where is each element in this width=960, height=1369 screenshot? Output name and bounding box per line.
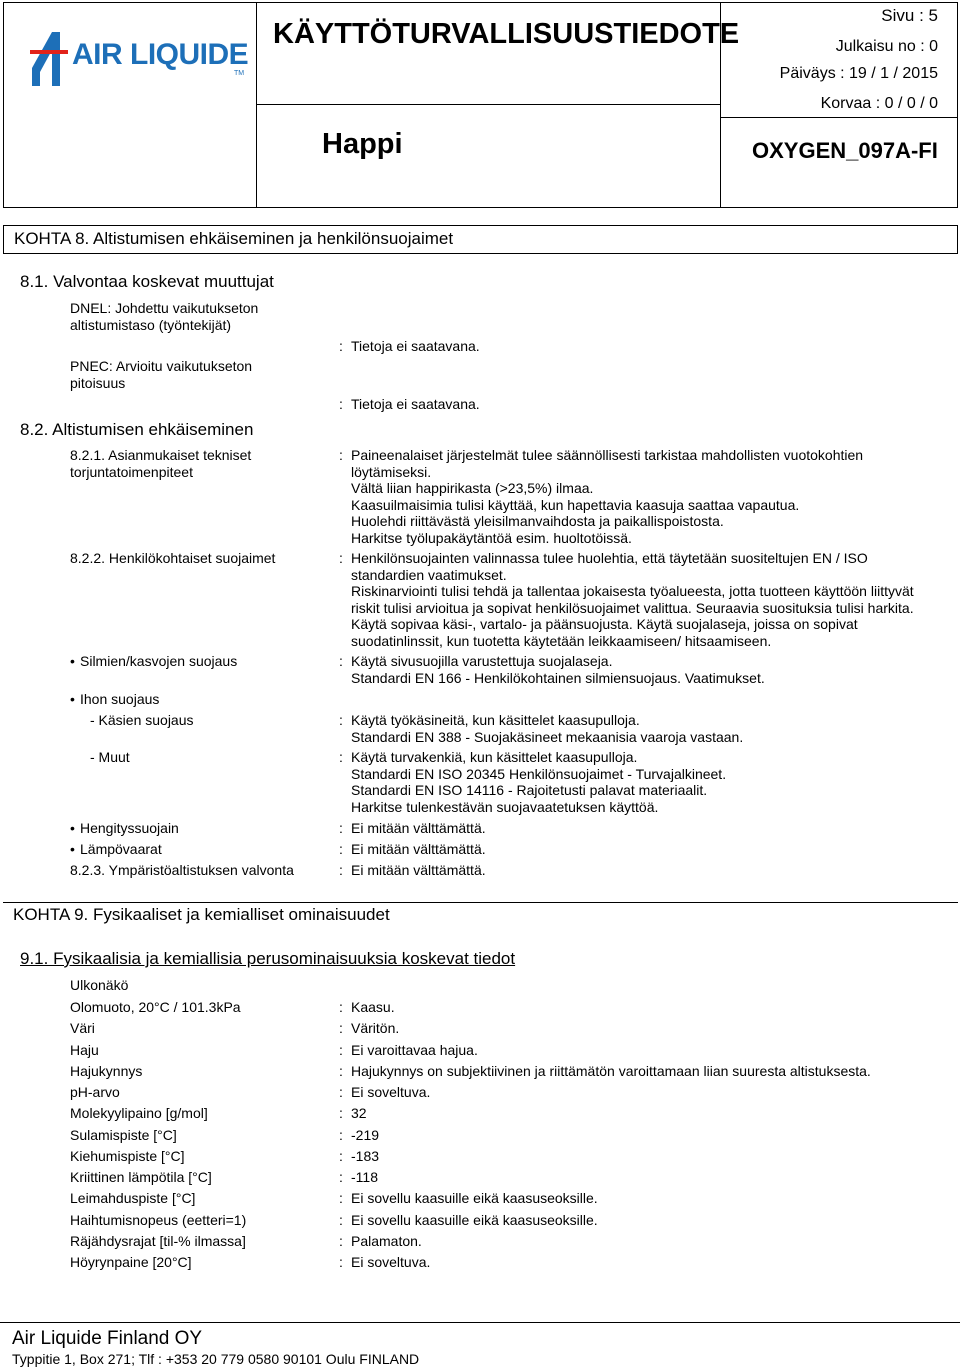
engineering-controls-value: : Paineenalaiset järjestelmät tulee säännöllisesti tarkistaa mahdollisten vuotokohtien löytämiseksi. Vältä liian happirikasta (>23,5%) ilmaa. Kaasuilmaisimia tulisi käyttää, kun hapettavia kaasuja saattaa vapautua. Huolehdi riittävästä yleisilmanvaihdosta ja paikallispoistosta. Harkitse työlupakäytäntöä esim. huoltotöissä. [339, 447, 864, 546]
environmental-controls-value: : Ei mitään välttämättä. [339, 862, 486, 878]
footer-address: Typpitie 1, Box 271; Tlf : +353 20 779 0580 90101 Oulu FINLAND [12, 1351, 420, 1367]
hand-protection-value: : Käytä työkäsineitä, kun käsittelet kaasupulloja. Standardi EN 388 - Suojakäsineet mekaanisia vaaroja vastaan. [339, 712, 744, 745]
skin-protection-label: • Ihon suojaus [80, 691, 159, 708]
header-divider [256, 104, 721, 105]
property-value: : -118 [339, 1169, 378, 1185]
thermal-hazards-label: • Lämpövaarat [80, 841, 162, 858]
property-label: Hajukynnys [70, 1063, 143, 1079]
property-value: : Ei soveltuva. [339, 1254, 431, 1270]
environmental-controls-label: 8.2.3. Ympäristöaltistuksen valvonta [70, 862, 294, 878]
property-label: Väri [70, 1020, 95, 1036]
dnel-label: DNEL: Johdettu vaikutukseton altistumistaso (työntekijät) [70, 300, 259, 333]
respiratory-protection-value: : Ei mitään välttämättä. [339, 820, 486, 836]
property-value: : Väritön. [339, 1020, 400, 1036]
property-label: Kiehumispiste [°C] [70, 1148, 185, 1164]
property-value: : 32 [339, 1105, 367, 1121]
property-value: : Ei soveltuva. [339, 1084, 431, 1100]
page-number: Sivu : 5 [881, 6, 938, 25]
property-value: : Hajukynnys on subjektiivinen ja riittämätön varoittamaan liian suuresta altistuksesta. [339, 1063, 871, 1079]
personal-protection-value: : Henkilönsuojainten valinnassa tulee huolehtia, että täytetään suositeltujen EN / ISO standardien vaatimukset. Riskinarviointi tulisi tehdä ja tallentaa jokaisesta työalueesta, jotta tuotteen käyttöön liittyvät riskit tulisi arvioitua ja sopivat henkilösuojaimet valittua. Seuraavia suosituksia tulisi harkita. Käytä sopivaa käsi-, vartalo- ja päänsuojusta. Käytä suojalaseja, joissa on sopivat suodatinlinssit, kun tuotetta käytetään leikkaamiseen/ hitsaamiseen. [339, 550, 914, 649]
trademark-mark: TM [234, 70, 245, 77]
header-divider [720, 117, 958, 118]
property-value: : -183 [339, 1148, 380, 1164]
company-logo-text: AIR LIQUIDE [72, 38, 249, 71]
hand-protection-label: - Käsien suojaus [90, 712, 194, 728]
subsection-8-2-heading: 8.2. Altistumisen ehkäiseminen [20, 420, 254, 439]
property-value: : Ei varoittavaa hajua. [339, 1042, 478, 1058]
header-divider [256, 2, 257, 208]
air-liquide-logo-icon [30, 28, 68, 88]
document-title: KÄYTTÖTURVALLISUUSTIEDOTE [273, 18, 740, 50]
property-label: Olomuoto, 20°C / 101.3kPa [70, 999, 241, 1015]
other-protection-label: - Muut [90, 749, 130, 765]
pnec-value: : Tietoja ei saatavana. [339, 396, 480, 412]
property-label: Sulamispiste [°C] [70, 1127, 177, 1143]
property-label: Räjähdysrajat [til-% ilmassa] [70, 1233, 246, 1249]
property-label: Leimahduspiste [°C] [70, 1190, 196, 1206]
other-protection-value: : Käytä turvakenkiä, kun käsittelet kaasupulloja. Standardi EN ISO 20345 Henkilönsuojaimet - Turvajalkineet. Standardi EN ISO 14116 - Rajoitetusti palavat materiaalit. Harkitse tulenkestävän suojavaatetuksen käyttöä. [339, 749, 727, 815]
property-label: Kriittinen lämpötila [°C] [70, 1169, 212, 1185]
eye-protection-value: : Käytä sivusuojilla varustettuja suojalaseja. Standardi EN 166 - Henkilökohtainen silmiensuojaus. Vaatimukset. [339, 653, 765, 686]
personal-protection-label: 8.2.2. Henkilökohtaiset suojaimet [70, 550, 276, 566]
engineering-controls-label: 8.2.1. Asianmukaiset tekniset torjuntatoimenpiteet [70, 447, 252, 480]
property-label: pH-arvo [70, 1084, 120, 1100]
dnel-value: : Tietoja ei saatavana. [339, 338, 480, 354]
property-label: Molekyylipaino [g/mol] [70, 1105, 208, 1121]
footer-company: Air Liquide Finland OY [12, 1328, 203, 1349]
section-8-header: KOHTA 8. Altistumisen ehkäiseminen ja henkilönsuojaimet [3, 225, 958, 254]
property-value: : Ei sovellu kaasuille eikä kaasuseoksille. [339, 1190, 598, 1206]
property-value: : -219 [339, 1127, 380, 1143]
property-value: : Kaasu. [339, 999, 395, 1015]
property-label: Haju [70, 1042, 99, 1058]
supersedes-date: Korvaa : 0 / 0 / 0 [820, 95, 938, 112]
respiratory-protection-label: • Hengityssuojain [80, 820, 179, 837]
thermal-hazards-value: : Ei mitään välttämättä. [339, 841, 486, 857]
footer-divider [0, 1322, 960, 1323]
property-label: Höyrynpaine [20°C] [70, 1254, 192, 1270]
section-9-header: KOHTA 9. Fysikaaliset ja kemialliset ominaisuudet [3, 902, 958, 927]
property-label: Haihtumisnopeus (eetteri=1) [70, 1212, 247, 1228]
property-value: : Ei sovellu kaasuille eikä kaasuseoksille. [339, 1212, 598, 1228]
pnec-label: PNEC: Arvioitu vaikutukseton pitoisuus [70, 358, 253, 391]
appearance-label: Ulkonäkö [70, 977, 129, 993]
subsection-8-1-heading: 8.1. Valvontaa koskevat muuttujat [20, 272, 274, 291]
product-name: Happi [322, 128, 403, 160]
property-value: : Palamaton. [339, 1233, 422, 1249]
edition-number: Julkaisu no : 0 [835, 38, 938, 55]
document-code: OXYGEN_097A-FI [752, 138, 938, 163]
revision-date: Päiväys : 19 / 1 / 2015 [779, 65, 938, 82]
eye-protection-label: • Silmien/kasvojen suojaus [80, 653, 237, 670]
subsection-9-1-heading: 9.1. Fysikaalisia ja kemiallisia perusominaisuuksia koskevat tiedot [20, 949, 516, 968]
